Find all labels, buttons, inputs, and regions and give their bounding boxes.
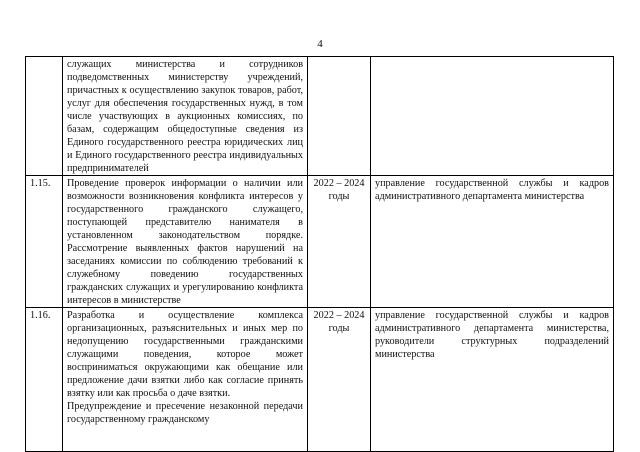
measure-description-cell: служащих министерства и сотрудников подведомственных министерству учреждений, причастных к осуществлению закупок товаров, работ, услуг для обеспечения государственных нужд, в том числе участвующих в аукционных комиссиях, по базам, содержащим общедоступные сведения из Единого государственного реестра юридических лиц и Единого государственного реестра индивидуальных предпринимателей: [63, 57, 308, 176]
measure-description-paragraph: Разработка и осуществление комплекса организационных, разъяснительных и иных мер по недопущению государственными гражданскими служащими поведения, которое может восприниматься окружающими как обещание или предложение дачи взятки либо как согласие принять взятку или как просьба о даче взятки.: [67, 310, 303, 399]
executors-cell: [371, 57, 614, 176]
executors-cell: управление государственной службы и кадров административного департамента министерства, руководители структурных подразделений министерства: [371, 308, 614, 452]
term-cell: 2022 – 2024 годы: [308, 308, 371, 452]
term-cell: 2022 – 2024 годы: [308, 176, 371, 308]
executors-cell: управление государственной службы и кадров административного департамента министерства: [371, 176, 614, 308]
measure-description-cell: [63, 308, 308, 452]
table-row: [26, 176, 614, 308]
table-row: [26, 308, 614, 452]
item-number-cell: 1.15.: [26, 176, 63, 308]
measure-description-paragraph: Предупреждение и пресечение незаконной передачи государственному гражданскому: [67, 401, 303, 425]
page-number: 4: [317, 38, 323, 50]
action-plan-table: [25, 56, 614, 452]
table-row: [26, 57, 614, 176]
measure-description-cell: Проведение проверок информации о наличии или возможности возникновения конфликта интересов у государственного гражданского служащего, поступающей представителю нанимателя в установленном законодательством порядке. Рассмотрение выявленных фактов нарушений на заседаниях комиссии по соблюдению требований к служебному поведению государственных гражданских служащих и урегулированию конфликта интересов в министерстве: [63, 176, 308, 308]
item-number-cell: 1.16.: [26, 308, 63, 452]
item-number-cell: [26, 57, 63, 176]
term-cell: [308, 57, 371, 176]
